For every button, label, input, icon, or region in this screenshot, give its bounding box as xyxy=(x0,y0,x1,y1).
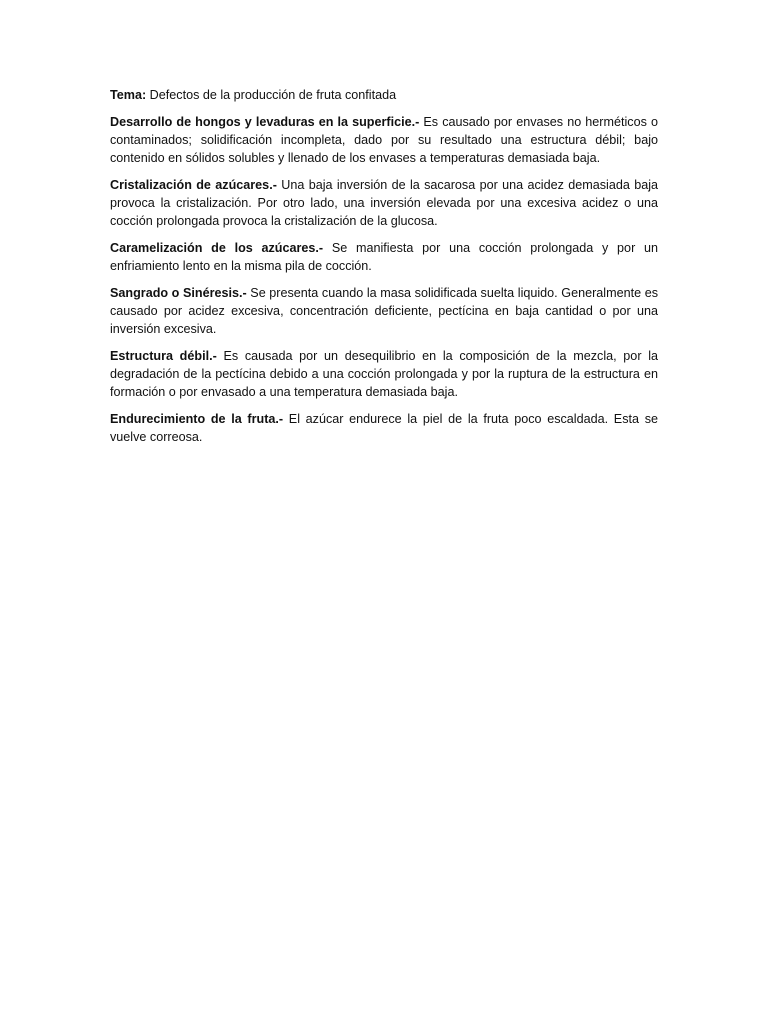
section-sangrado-sineresis xyxy=(110,284,658,338)
document-body xyxy=(110,86,658,455)
section-caramelizacion xyxy=(110,239,658,275)
section-term: Sangrado o Sinéresis.- xyxy=(110,286,247,300)
section-cristalizacion xyxy=(110,176,658,230)
section-term: Desarrollo de hongos y levaduras en la superficie.- xyxy=(110,115,420,129)
section-term: Endurecimiento de la fruta.- xyxy=(110,412,284,426)
section-term: Cristalización de azúcares.- xyxy=(110,178,277,192)
section-text: Una baja inversión de la sacarosa por una acidez demasiada baja provoca la cristalización. Por otro lado, una inversión elevada por una excesiva acidez o una cocción prolongada provoca la cristalización de la glucosa. xyxy=(110,178,658,228)
section-estructura-debil xyxy=(110,347,658,401)
section-text: El azúcar endurece la piel de la fruta poco escaldada. Esta se vuelve correosa. xyxy=(110,412,658,444)
title-label: Tema: xyxy=(110,88,147,102)
section-text: Se manifiesta por una cocción prolongada y por un enfriamiento lento en la misma pila de cocción. xyxy=(110,241,659,273)
section-text: Se presenta cuando la masa solidificada suelta liquido. Generalmente es causado por acidez excesiva, concentración deficiente, pectícina en baja cantidad o por una inversión excesiva. xyxy=(110,286,658,336)
section-text: Es causado por envases no herméticos o contaminados; solidificación incompleta, dado por su resultado una estructura débil; bajo contenido en sólidos solubles y llenado de los envases a temperaturas demasiada baja. xyxy=(110,115,658,165)
document-title xyxy=(110,86,658,104)
section-hongos-levaduras xyxy=(110,113,658,167)
section-text: Es causada por un desequilibrio en la composición de la mezcla, por la degradación de la pectícina debido a una cocción prolongada y por la ruptura de la estructura en formación o por envasado a una temperatura demasiada baja. xyxy=(110,349,659,399)
section-term: Caramelización de los azúcares.- xyxy=(110,241,324,255)
section-term: Estructura débil.- xyxy=(110,349,217,363)
title-text: Defectos de la producción de fruta confitada xyxy=(149,88,397,102)
section-endurecimiento xyxy=(110,410,658,446)
